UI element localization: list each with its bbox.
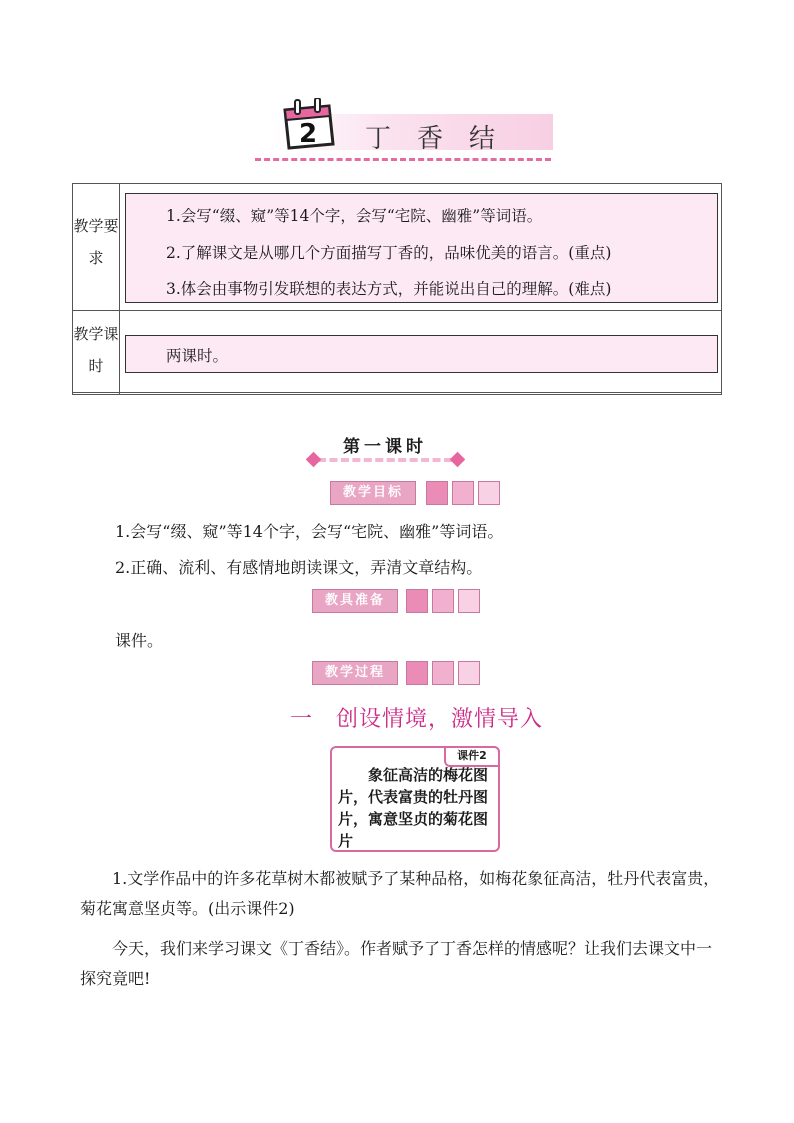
requirements-label: 教学要求 <box>73 217 119 267</box>
info-table <box>72 183 722 395</box>
lesson-divider <box>318 458 452 462</box>
paragraph: 今天，我们来学习课文《丁香结》。作者赋予了丁香怎样的情感呢？让我们去课文中一探究竟吧! <box>80 939 713 988</box>
paragraph: 1.文学作品中的许多花草树木都被赋予了某种品格，如梅花象征高洁，牡丹代表富贵，菊花寓意坚贞等。(出示课件2) <box>80 869 720 918</box>
requirement-item: 3.体会由事物引发联想的表达方式，并能说出自己的理解。(难点) <box>166 280 612 298</box>
goal-item: 2.正确、流利、有感情地朗读课文，弄清文章结构。 <box>115 558 483 577</box>
section-label: 教学过程 <box>312 661 398 685</box>
lesson-number: 2 <box>298 119 318 149</box>
step-heading: 一 创设情境，激情导入 <box>290 707 544 732</box>
hours-value: 两课时。 <box>166 347 229 365</box>
hours-label: 教学课时 <box>73 325 119 375</box>
courseware-card <box>330 746 500 852</box>
calendar-icon <box>279 98 337 150</box>
tools-value: 课件。 <box>115 631 164 650</box>
section-label: 教学目标 <box>330 481 416 505</box>
card-tag: 课件2 <box>444 746 500 767</box>
title-divider <box>255 158 551 161</box>
requirements-box <box>125 193 718 303</box>
lesson-title: 第一课时 <box>343 437 427 457</box>
card-text: 象征高洁的梅花图片，代表富贵的牡丹图片，寓意坚贞的菊花图片 <box>338 766 489 850</box>
page-title: 丁香结 <box>365 124 522 154</box>
requirement-item: 1.会写“缀、窥”等14个字，会写“宅院、幽雅”等词语。 <box>166 207 543 225</box>
requirement-item: 2.了解课文是从哪几个方面描写丁香的，品味优美的语言。(重点) <box>166 244 612 262</box>
title-banner <box>255 92 555 167</box>
goal-item: 1.会写“缀、窥”等14个字，会写“宅院、幽雅”等词语。 <box>115 522 504 541</box>
section-label: 教具准备 <box>312 589 398 613</box>
hours-box <box>125 335 718 373</box>
lesson-header <box>300 430 470 470</box>
